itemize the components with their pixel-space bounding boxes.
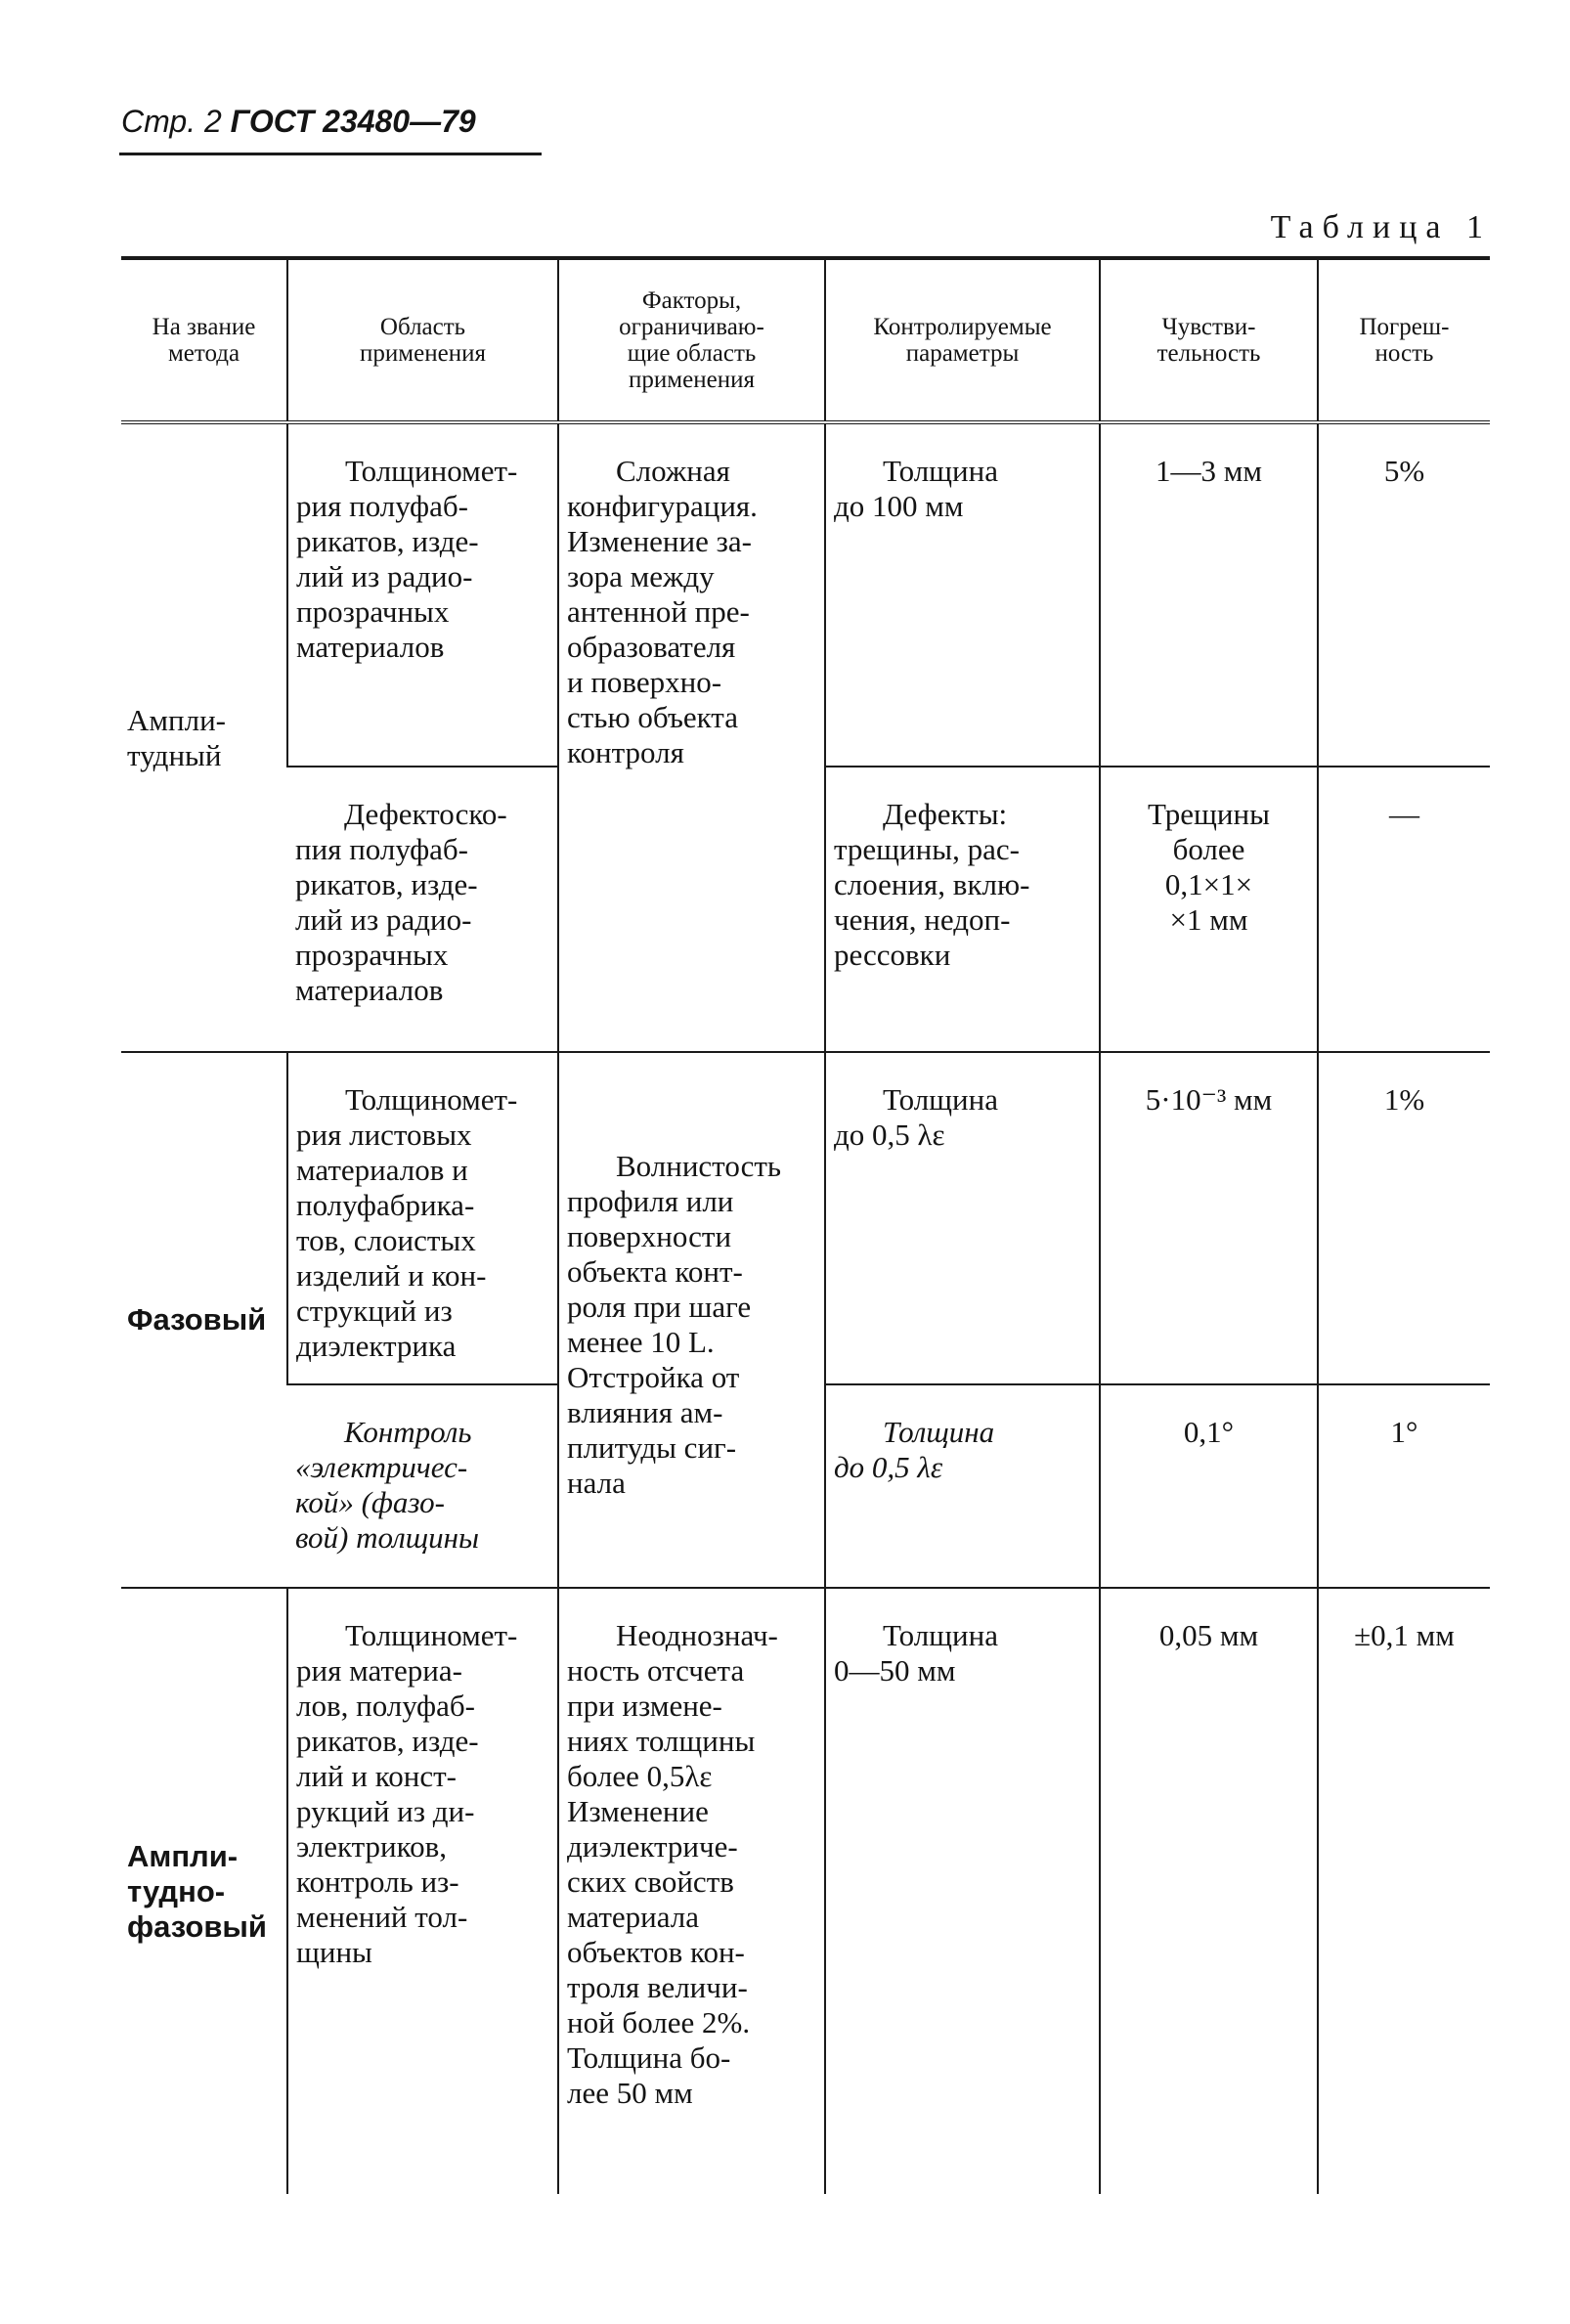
- error-cell: 5%: [1318, 422, 1490, 767]
- header-rule: [119, 153, 542, 155]
- table-row: [121, 1052, 1490, 1384]
- sensitivity-cell: 0,05 мм: [1100, 1588, 1318, 2194]
- col-header-factors: Факторы, ограничиваю- щие область применения: [558, 258, 825, 422]
- col-header-area: Область применения: [287, 258, 558, 422]
- table-row: [121, 1588, 1490, 2194]
- method-amplitude: Ампли- тудный: [121, 422, 287, 1052]
- params-cell: Дефекты: трещины, рас- слоения, вклю- чения, недоп- рессовки: [825, 767, 1100, 1052]
- page-header: [121, 104, 476, 156]
- sensitivity-cell: 5·10⁻³ мм: [1100, 1052, 1318, 1384]
- col-header-method: На звание метода: [121, 258, 287, 422]
- area-cell: Толщиномет- рия листовых материалов и полуфабрика- тов, слоистых изделий и кон- струкций из диэлектрика: [287, 1052, 558, 1384]
- params-cell: Толщина до 0,5 λε: [825, 1052, 1100, 1384]
- error-cell: ±0,1 мм: [1318, 1588, 1490, 2194]
- area-cell: Толщиномет- рия материа- лов, полуфаб- рикатов, изде- лий и конст- рукций из ди- электриков, контроль из- менений тол- щины: [287, 1588, 558, 2194]
- table-caption: Таблица 1: [1270, 209, 1492, 245]
- sensitivity-cell: 0,1°: [1100, 1384, 1318, 1588]
- error-cell: 1°: [1318, 1384, 1490, 1588]
- col-header-sensitivity: Чувстви- тельность: [1100, 258, 1318, 422]
- methods-table: [121, 256, 1490, 2194]
- table-row: [121, 422, 1490, 767]
- col-header-params: Контролируемые параметры: [825, 258, 1100, 422]
- method-amplitude-phase: Ампли- тудно- фазовый: [127, 1838, 267, 1944]
- factors-cell: Неоднознач- ность отсчета при измене- ниях толщины более 0,5λε Изменение диэлектриче- ских свойств материала объектов кон- троля величи- ной более 2%. Толщина бо- лее 50 мм: [558, 1588, 825, 2194]
- col-header-error: Погреш- ность: [1318, 258, 1490, 422]
- page-number: Стр. 2: [121, 104, 222, 139]
- error-cell: 1%: [1318, 1052, 1490, 1384]
- area-cell: Контроль «электричес- кой» (фазо- вой) толщины: [287, 1384, 558, 1588]
- factors-cell: Сложная конфигурация. Изменение за- зора между антенной пре- образователя и поверхно- стью объекта контроля: [558, 422, 825, 1052]
- area-cell: Дефектоско- пия полуфаб- рикатов, изде- лий из радио- прозрачных материалов: [287, 767, 558, 1052]
- factors-cell: Волнистость профиля или поверхности объекта конт- роля при шаге менее 10 L. Отстройка от влияния ам- плитуды сиг- нала: [558, 1052, 825, 1588]
- sensitivity-cell: 1—3 мм: [1100, 422, 1318, 767]
- table-header-row: [121, 258, 1490, 422]
- params-cell: Толщина до 100 мм: [825, 422, 1100, 767]
- params-cell: Толщина до 0,5 λε: [825, 1384, 1100, 1588]
- standard-number: ГОСТ 23480—79: [230, 104, 476, 139]
- area-cell: Толщиномет- рия полуфаб- рикатов, изде- лий из радио- прозрачных материалов: [287, 422, 558, 767]
- sensitivity-cell: Трещины более 0,1×1× ×1 мм: [1100, 767, 1318, 1052]
- params-cell: Толщина 0—50 мм: [825, 1588, 1100, 2194]
- method-phase: Фазовый: [121, 1052, 287, 1588]
- error-cell: —: [1318, 767, 1490, 1052]
